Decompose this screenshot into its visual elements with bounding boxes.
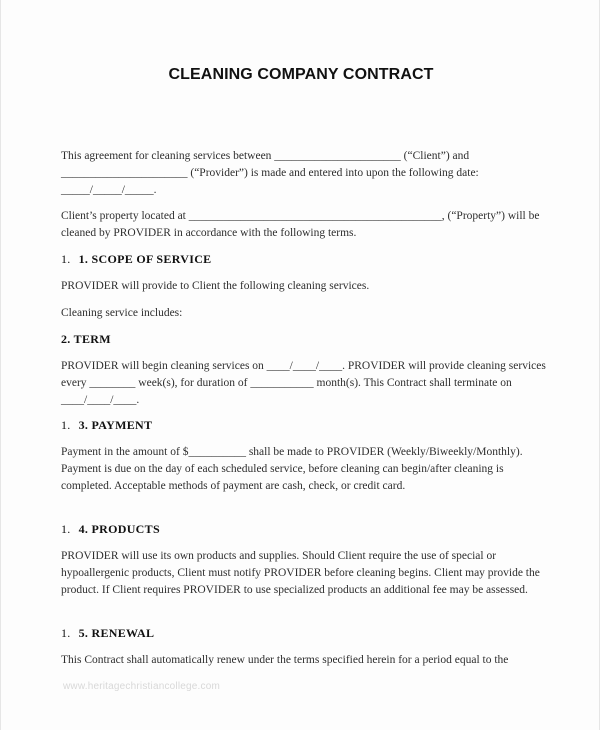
term-paragraph: PROVIDER will begin cleaning services on ____/____/____. PROVIDER will provide cleaning services every ________ week(s), for duration of ___________ month(s). This Contract shall terminate on ____/____/____. — [61, 360, 546, 406]
property-paragraph: Client’s property located at ____________________________________________, (“Property”) will be cleaned by PROVIDER in accordance with the following terms. — [61, 210, 540, 239]
scope-heading — [61, 252, 211, 267]
payment-paragraph: Payment in the amount of $__________ shall be made to PROVIDER (Weekly/Biweekly/Monthly). Payment is due on the day of each scheduled service, before cleaning can begin/after cleaning is completed. Acceptable methods of payment are cash, check, or credit card. — [61, 446, 523, 492]
scope-list-number: 1. — [61, 252, 71, 266]
payment-heading — [61, 418, 152, 433]
term-heading-label: 2. TERM — [61, 332, 111, 346]
payment-list-number: 1. — [61, 418, 71, 432]
scope-paragraph-1: PROVIDER will provide to Client the following cleaning services. — [61, 280, 370, 292]
payment-heading-label: 3. PAYMENT — [78, 418, 153, 432]
watermark-text: www.heritagechristiancollege.com — [63, 681, 221, 692]
renewal-heading — [61, 626, 154, 641]
document-title: CLEANING COMPANY CONTRACT — [168, 66, 434, 83]
term-heading — [61, 332, 111, 347]
products-heading — [61, 522, 160, 537]
products-list-number: 1. — [61, 522, 71, 536]
scope-paragraph-2: Cleaning service includes: — [61, 307, 183, 319]
renewal-heading-label: 5. RENEWAL — [78, 626, 155, 640]
renewal-paragraph: This Contract shall automatically renew under the terms specified herein for a period equal to the — [61, 654, 509, 666]
scope-heading-label: 1. SCOPE OF SERVICE — [78, 252, 212, 266]
products-paragraph: PROVIDER will use its own products and supplies. Should Client require the use of special or hypoallergenic products, Client must notify PROVIDER before cleaning begins. Client may provide the product. If Client requires PROVIDER to use specialized products an additional fee may be assessed. — [61, 550, 540, 596]
products-heading-label: 4. PRODUCTS — [78, 522, 160, 536]
renewal-list-number: 1. — [61, 626, 71, 640]
intro-paragraph: This agreement for cleaning services between ______________________ (“Client”) and ______________________ (“Provider”) is made and entered into upon the following date: _____/_____/_____. — [61, 150, 479, 196]
